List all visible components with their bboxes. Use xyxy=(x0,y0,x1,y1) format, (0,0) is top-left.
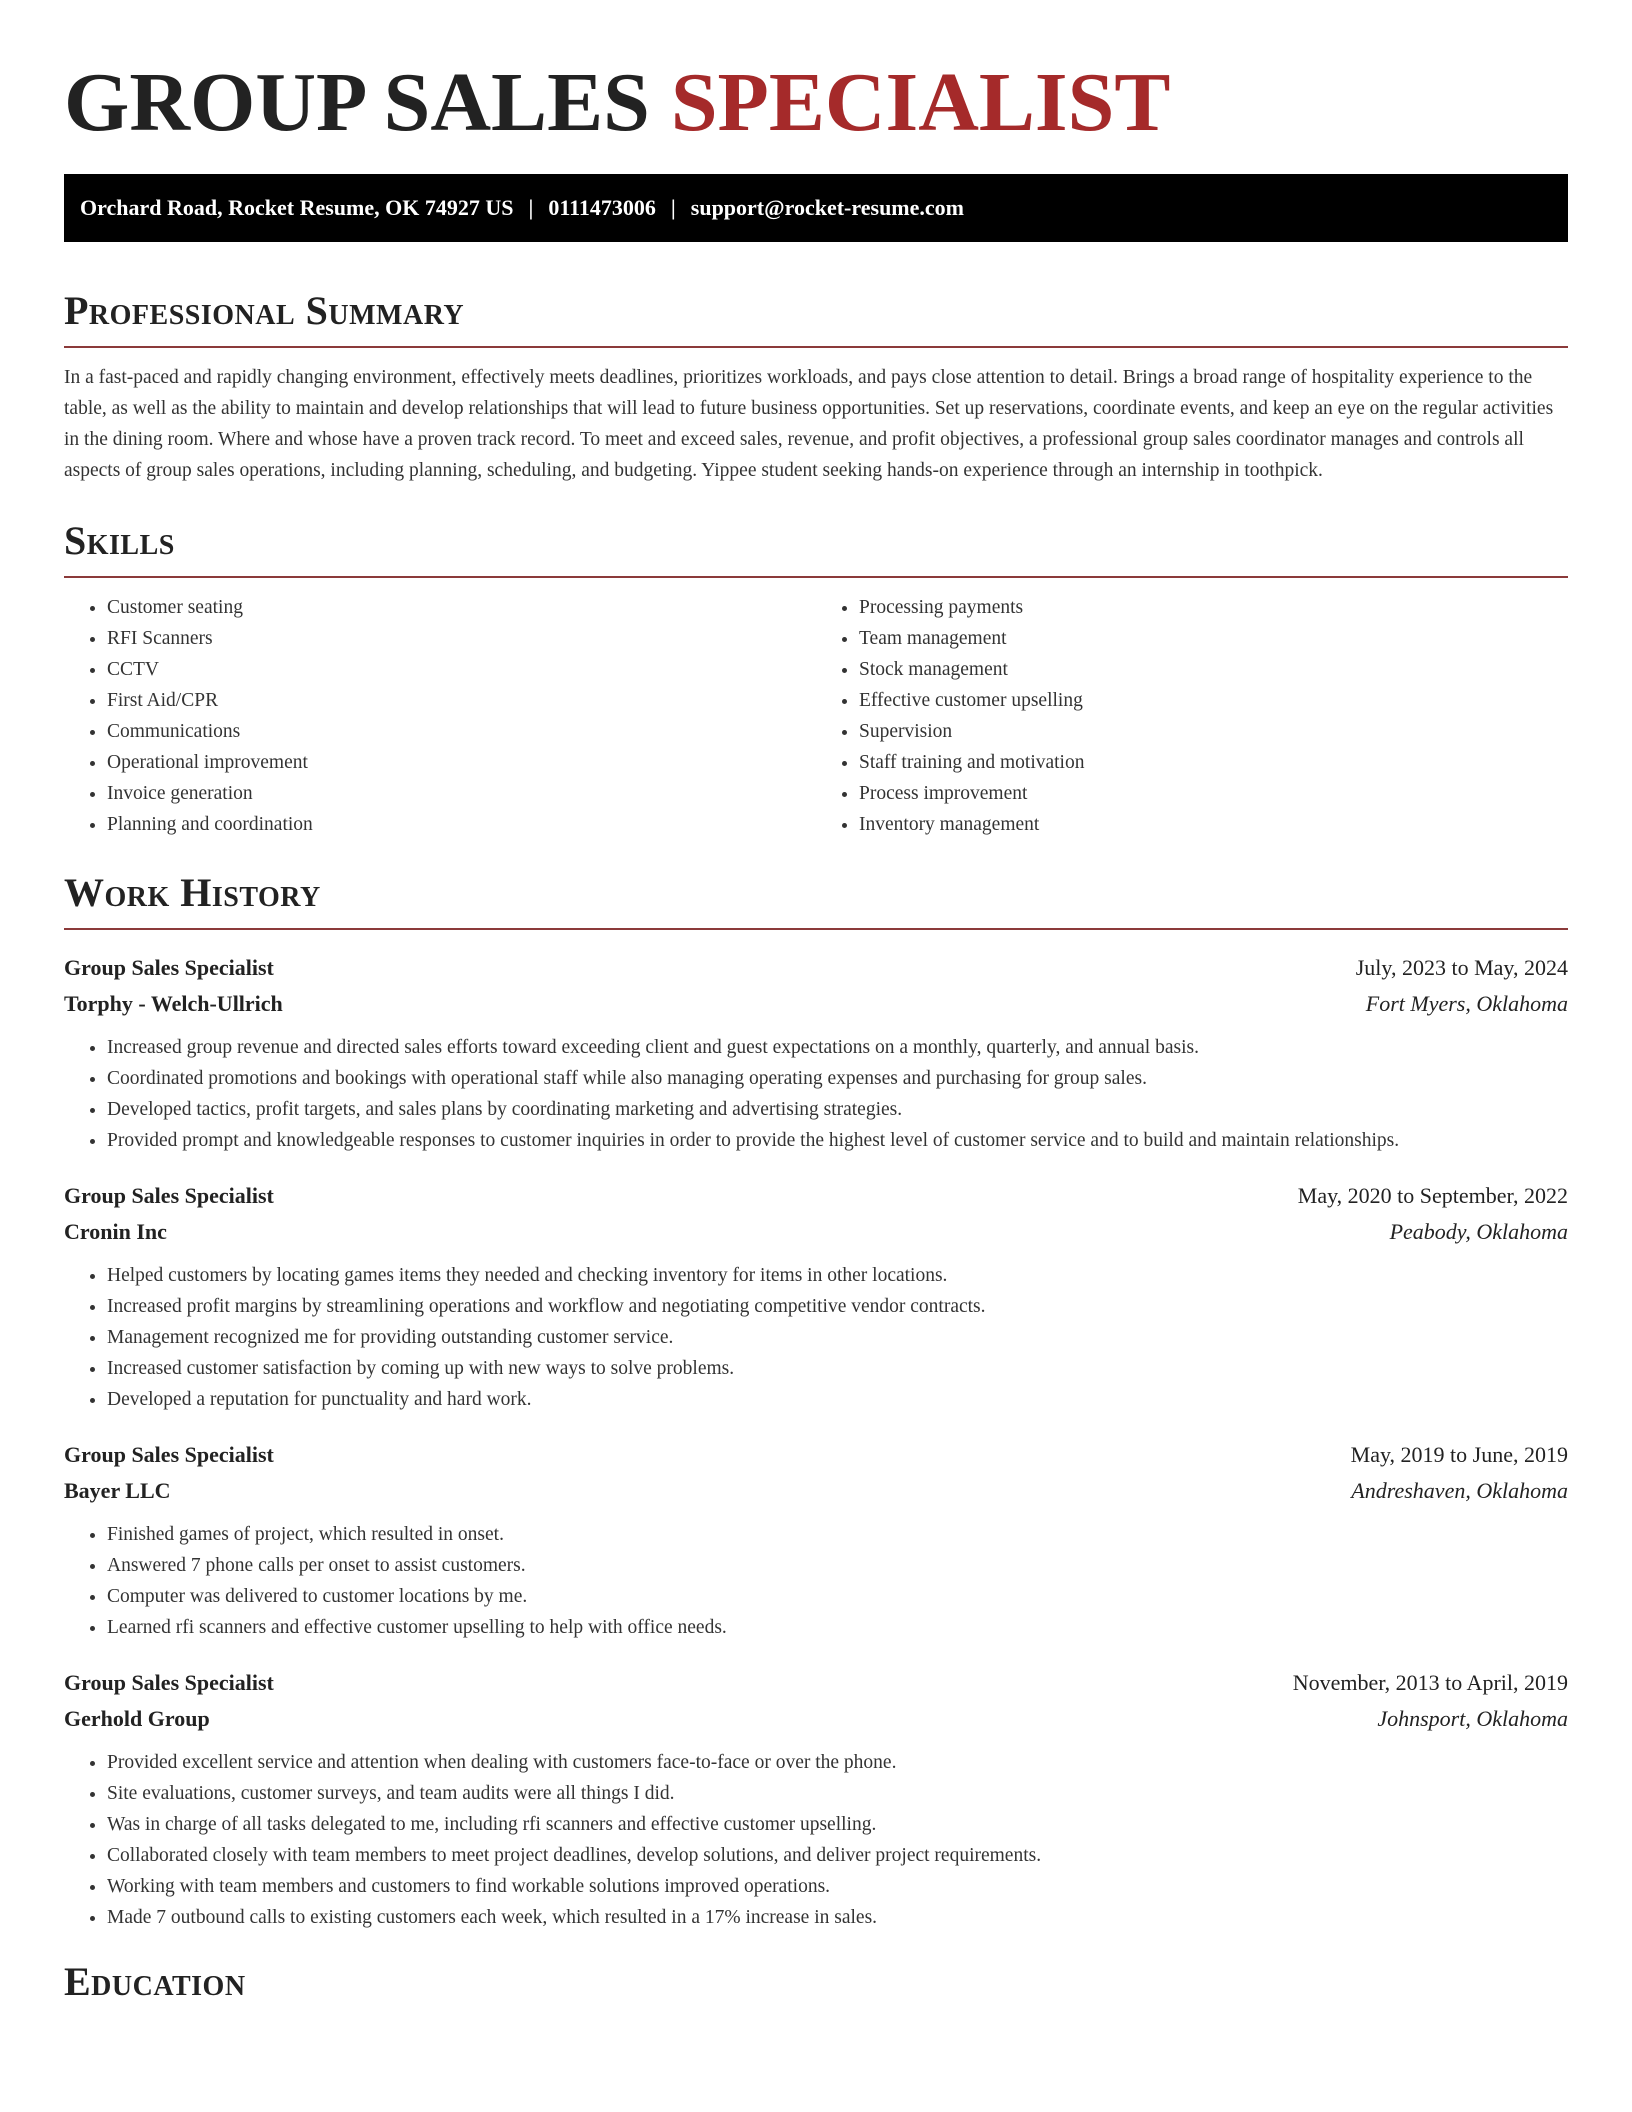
skills-heading: Skills xyxy=(64,518,175,563)
skill-item: • First Aid/CPR xyxy=(107,685,816,716)
job-bullets xyxy=(64,1747,1568,1933)
job-bullet: • Finished games of project, which resulted in onset. xyxy=(107,1519,1568,1550)
job-bullets xyxy=(64,1260,1568,1415)
job-location: Andreshaven, Oklahoma xyxy=(1351,1478,1568,1503)
contact-bar xyxy=(64,174,1568,242)
job-dates: May, 2019 to June, 2019 xyxy=(1350,1442,1568,1467)
skills-column-right xyxy=(816,592,1568,840)
job-bullet: • Increased customer satisfaction by coming up with new ways to solve problems. xyxy=(107,1353,1568,1384)
job-bullet: • Site evaluations, customer surveys, and team audits were all things I did. xyxy=(107,1778,1568,1809)
job-bullet: • Computer was delivered to customer locations by me. xyxy=(107,1581,1568,1612)
job-bullet: • Learned rfi scanners and effective customer upselling to help with office needs. xyxy=(107,1612,1568,1643)
job-entry xyxy=(64,1665,1568,1933)
skill-item: • Staff training and motivation xyxy=(859,747,1568,778)
work-history-heading: Work History xyxy=(64,870,321,915)
skills-list xyxy=(64,592,1568,840)
job-title: Group Sales Specialist xyxy=(64,1670,274,1695)
section-divider xyxy=(64,928,1568,930)
job-bullet: • Increased group revenue and directed sales efforts toward exceeding client and guest expectations on a monthly, quarterly, and annual basis. xyxy=(107,1032,1568,1063)
job-dates: May, 2020 to September, 2022 xyxy=(1297,1183,1568,1208)
contact-email: support@rocket-resume.com xyxy=(690,195,964,220)
job-bullet: • Made 7 outbound calls to existing customers each week, which resulted in a 17% increase in sales. xyxy=(107,1902,1568,1933)
contact-separator: | xyxy=(670,195,676,220)
job-header-row xyxy=(64,1437,1568,1473)
section-divider xyxy=(64,576,1568,578)
job-bullet: • Coordinated promotions and bookings with operational staff while also managing operating expenses and purchasing for group sales. xyxy=(107,1063,1568,1094)
job-bullet: • Working with team members and customers to find workable solutions improved operations. xyxy=(107,1871,1568,1902)
job-entry xyxy=(64,1437,1568,1643)
skill-item: • Inventory management xyxy=(859,809,1568,840)
title-first-part: GROUP SALES xyxy=(64,56,671,149)
job-company-row xyxy=(64,986,1568,1022)
contact-phone: 0111473006 xyxy=(548,195,656,220)
skill-item: • Effective customer upselling xyxy=(859,685,1568,716)
skill-item: • Processing payments xyxy=(859,592,1568,623)
skill-item: • Process improvement xyxy=(859,778,1568,809)
skill-item: • Supervision xyxy=(859,716,1568,747)
job-bullet: • Answered 7 phone calls per onset to assist customers. xyxy=(107,1550,1568,1581)
summary-heading: Professional Summary xyxy=(64,288,465,333)
job-dates: November, 2013 to April, 2019 xyxy=(1292,1670,1568,1695)
job-bullet: • Was in charge of all tasks delegated to me, including rfi scanners and effective customer upselling. xyxy=(107,1809,1568,1840)
job-bullet: • Increased profit margins by streamlining operations and workflow and negotiating competitive vendor contracts. xyxy=(107,1291,1568,1322)
job-location: Fort Myers, Oklahoma xyxy=(1365,991,1568,1016)
job-location: Johnsport, Oklahoma xyxy=(1377,1706,1568,1731)
job-header-row xyxy=(64,1665,1568,1701)
job-company: Gerhold Group xyxy=(64,1706,210,1731)
job-company-row xyxy=(64,1701,1568,1737)
skills-column-left xyxy=(64,592,816,840)
skill-item: • Planning and coordination xyxy=(107,809,816,840)
contact-address: Orchard Road, Rocket Resume, OK 74927 US xyxy=(80,195,514,220)
resume-title xyxy=(64,0,1568,154)
job-company: Cronin Inc xyxy=(64,1219,167,1244)
job-entry xyxy=(64,950,1568,1156)
work-history-list xyxy=(64,950,1568,1933)
job-bullet: • Developed tactics, profit targets, and sales plans by coordinating marketing and advertising strategies. xyxy=(107,1094,1568,1125)
job-location: Peabody, Oklahoma xyxy=(1389,1219,1568,1244)
job-bullet: • Provided prompt and knowledgeable responses to customer inquiries in order to provide the highest level of customer service and to build and maintain relationships. xyxy=(107,1125,1568,1156)
skill-item: • Communications xyxy=(107,716,816,747)
job-bullet: • Provided excellent service and attention when dealing with customers face-to-face or over the phone. xyxy=(107,1747,1568,1778)
skill-item: • Team management xyxy=(859,623,1568,654)
job-company: Bayer LLC xyxy=(64,1478,171,1503)
job-title: Group Sales Specialist xyxy=(64,1442,274,1467)
job-bullet: • Collaborated closely with team members to meet project deadlines, develop solutions, and deliver project requirements. xyxy=(107,1840,1568,1871)
job-bullets xyxy=(64,1032,1568,1156)
job-company: Torphy - Welch-Ullrich xyxy=(64,991,283,1016)
job-bullet: • Management recognized me for providing outstanding customer service. xyxy=(107,1322,1568,1353)
resume-page xyxy=(64,0,1568,2007)
education-heading: Education xyxy=(64,1959,246,2004)
job-entry xyxy=(64,1178,1568,1415)
skill-item: • Invoice generation xyxy=(107,778,816,809)
job-company-row xyxy=(64,1214,1568,1250)
section-divider xyxy=(64,346,1568,348)
job-dates: July, 2023 to May, 2024 xyxy=(1355,955,1568,980)
job-header-row xyxy=(64,1178,1568,1214)
job-title: Group Sales Specialist xyxy=(64,1183,274,1208)
skill-item: • Stock management xyxy=(859,654,1568,685)
skill-item: • CCTV xyxy=(107,654,816,685)
summary-text: In a fast-paced and rapidly changing environment, effectively meets deadlines, prioritizes workloads, and pays close attention to detail. Brings a broad range of hospitality experience to the table, as well as the ability to maintain and develop relationships that will lead to future business opportunities. Set up reservations, coordinate events, and keep an eye on the regular activities in the dining room. Where and whose have a proven track record. To meet and exceed sales, revenue, and profit objectives, a professional group sales coordinator manages and controls all aspects of group sales operations, including planning, scheduling, and budgeting. Yippee student seeking hands-on experience through an internship in toothpick. xyxy=(64,367,1554,481)
job-bullet: • Helped customers by locating games items they needed and checking inventory for items in other locations. xyxy=(107,1260,1568,1291)
job-title: Group Sales Specialist xyxy=(64,955,274,980)
job-bullets xyxy=(64,1519,1568,1643)
job-bullet: • Developed a reputation for punctuality and hard work. xyxy=(107,1384,1568,1415)
title-accent-part: SPECIALIST xyxy=(670,56,1171,149)
skill-item: • Operational improvement xyxy=(107,747,816,778)
job-company-row xyxy=(64,1473,1568,1509)
contact-separator: | xyxy=(528,195,534,220)
job-header-row xyxy=(64,950,1568,986)
skill-item: • Customer seating xyxy=(107,592,816,623)
skill-item: • RFI Scanners xyxy=(107,623,816,654)
